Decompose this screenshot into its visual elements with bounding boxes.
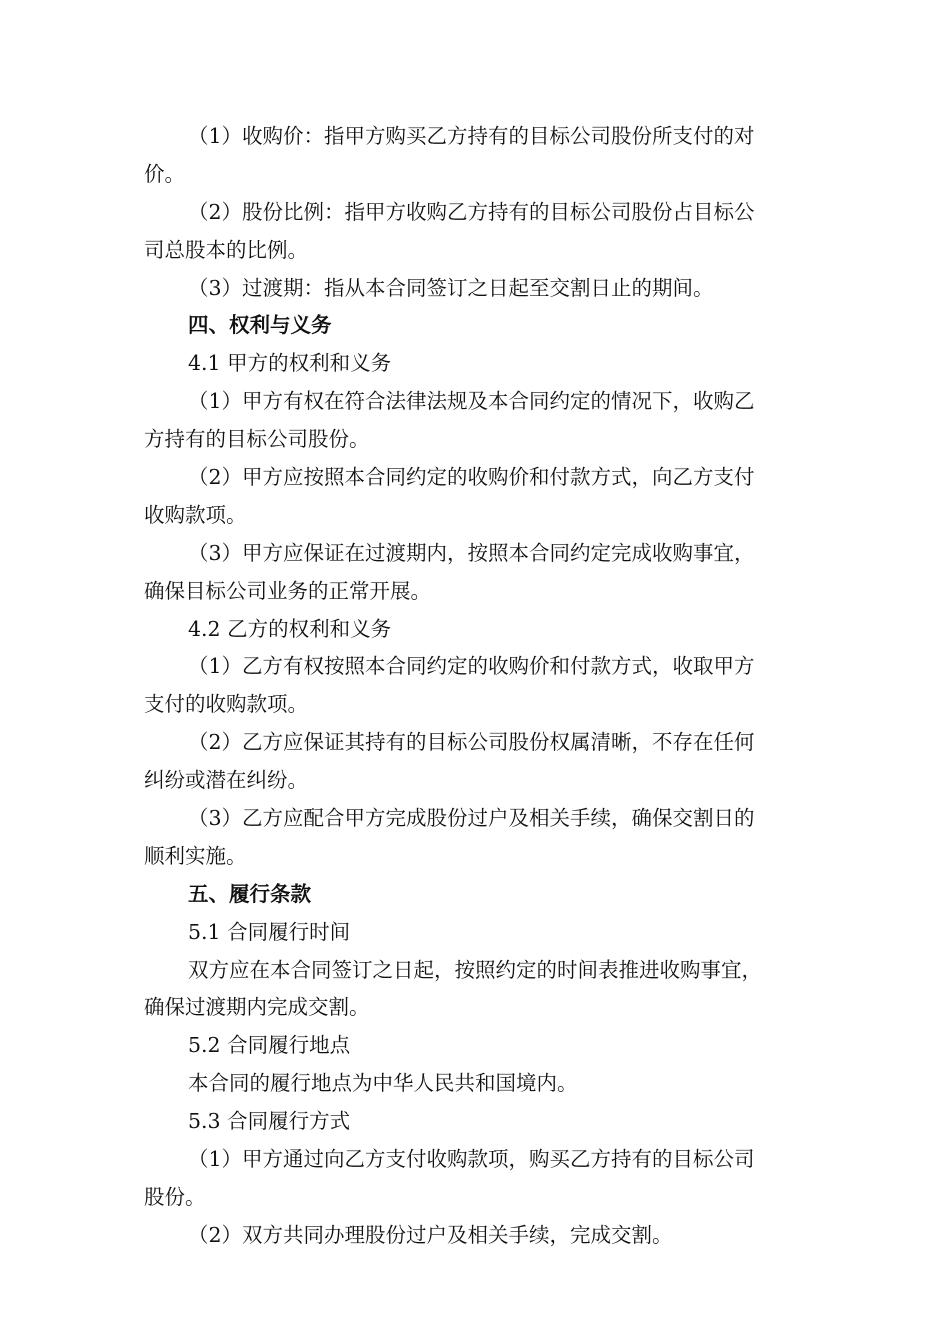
- text-line: 纠纷或潜在纠纷。: [144, 768, 308, 793]
- text-line: （2）股份比例：指甲方收购乙方持有的目标公司股份占目标公: [188, 199, 755, 224]
- text-line: 股份。: [144, 1184, 206, 1209]
- subsection-heading: 4.1 甲方的权利和义务: [188, 351, 392, 376]
- text-line: 确保过渡期内完成交割。: [144, 995, 370, 1020]
- text-line: （1）甲方通过向乙方支付收购款项，购买乙方持有的目标公司: [188, 1147, 755, 1172]
- section-heading: 四、权利与义务: [188, 313, 332, 338]
- subsection-heading: 5.1 合同履行时间: [188, 919, 351, 944]
- text-line: 双方应在本合同签订之日起，按照约定的时间表推进收购事宜，: [188, 957, 762, 982]
- text-line: （1）乙方有权按照本合同约定的收购价和付款方式，收取甲方: [188, 654, 755, 679]
- text-line: 顺利实施。: [144, 843, 247, 868]
- text-line: （3）甲方应保证在过渡期内，按照本合同约定完成收购事宜，: [188, 540, 755, 565]
- text-line: （3）乙方应配合甲方完成股份过户及相关手续，确保交割日的: [188, 806, 755, 831]
- section-heading: 五、履行条款: [188, 881, 311, 906]
- text-line: （3）过渡期：指从本合同签订之日起至交割日止的期间。: [188, 275, 714, 300]
- text-line: （2）甲方应按照本合同约定的收购价和付款方式，向乙方支付: [188, 465, 755, 490]
- document-body: [144, 118, 824, 1255]
- text-line: （1）收购价：指甲方购买乙方持有的目标公司股份所支付的对: [188, 124, 755, 148]
- subsection-heading: 5.2 合同履行地点: [188, 1033, 351, 1058]
- text-line: （2）乙方应保证其持有的目标公司股份权属清晰，不存在任何: [188, 730, 755, 755]
- text-line: （2）双方共同办理股份过户及相关手续，完成交割。: [188, 1222, 673, 1247]
- text-line: （1）甲方有权在符合法律法规及本合同约定的情况下，收购乙: [188, 389, 755, 414]
- text-line: 支付的收购款项。: [144, 692, 308, 717]
- subsection-heading: 4.2 乙方的权利和义务: [188, 616, 392, 641]
- text-line: 司总股本的比例。: [144, 237, 308, 262]
- text-line: 本合同的履行地点为中华人民共和国境内。: [188, 1071, 578, 1096]
- subsection-heading: 5.3 合同履行方式: [188, 1109, 351, 1134]
- text-line: 价。: [144, 161, 185, 186]
- text-line: 确保目标公司业务的正常开展。: [144, 578, 431, 603]
- text-line: 方持有的目标公司股份。: [144, 427, 370, 452]
- text-line: 收购款项。: [144, 502, 247, 527]
